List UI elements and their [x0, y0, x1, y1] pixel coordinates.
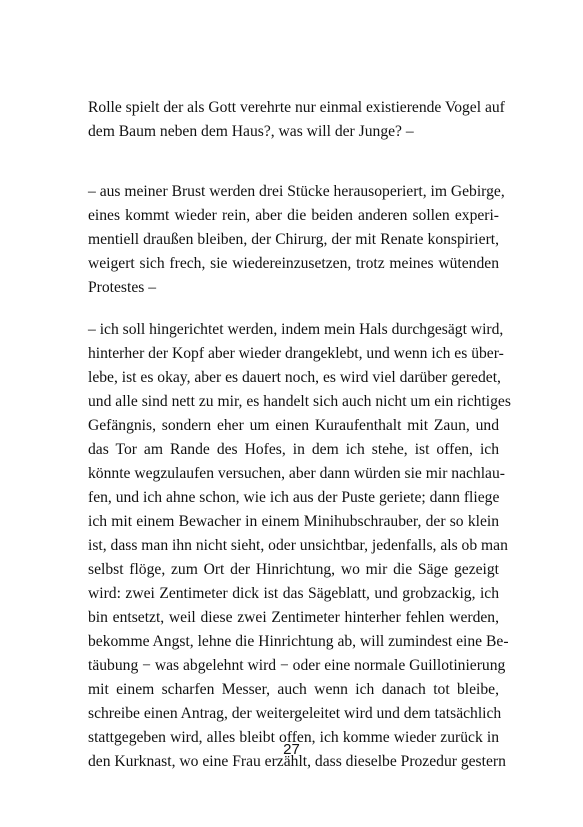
text-line: den Kurknast, wo eine Frau erzählt, dass dieselbe Prozedur gestern [88, 753, 506, 770]
text-line: das Tor am Rande des Hofes, in dem ich stehe, ist offen, ich [88, 441, 499, 458]
text-line: täubung − was abgelehnt wird − oder eine normale Guillotinierung [88, 657, 506, 674]
text-line: schreibe einen Antrag, der weitergeleitet wird und dem tatsächlich [88, 705, 502, 722]
text-line: mit einem scharfen Messer, auch wenn ich danach tot bleibe, [88, 681, 499, 698]
text-line: stattgegeben wird, alles bleibt offen, ich komme wieder zurück in [88, 729, 499, 746]
text-line: bekomme Angst, lehne die Hinrichtung ab, will zumindest eine Be- [88, 633, 509, 650]
text-line: eines kommt wieder rein, aber die beiden anderen sollen experi- [88, 207, 499, 224]
paragraph-2 [88, 180, 505, 300]
text-line: lebe, ist es okay, aber es dauert noch, es wird viel darüber geredet, [88, 369, 501, 386]
text-line: selbst flöge, zum Ort der Hinrichtung, wo mir die Säge gezeigt [88, 561, 499, 578]
text-line: Gefängnis, sondern eher um einen Kuraufenthalt mit Zaun, und [88, 417, 499, 434]
text-line: wird: zwei Zentimeter dick ist das Sägeblatt, und grobzackig, ich [88, 585, 499, 602]
text-line: mentiell draußen bleiben, der Chirurg, der mit Renate konspiriert, [88, 231, 499, 248]
paragraph-1 [88, 96, 505, 144]
text-line: Rolle spielt der als Gott verehrte nur einmal existierende Vogel auf [88, 99, 505, 116]
text-line: – aus meiner Brust werden drei Stücke herausoperiert, im Gebirge, [88, 183, 505, 200]
paragraph-3 [88, 318, 511, 774]
text-line: hinterher der Kopf aber wieder drangeklebt, und wenn ich es über- [88, 345, 504, 362]
text-line: dem Baum neben dem Haus?, was will der Junge? – [88, 123, 414, 140]
text-line: könnte wegzulaufen versuchen, aber dann würden sie mir nachlau- [88, 465, 505, 482]
text-line: ist, dass man ihn nicht sieht, oder unsichtbar, jedenfalls, als ob man [88, 537, 508, 554]
text-line: fen, und ich ahne schon, wie ich aus der Puste geriete; dann fliege [88, 489, 500, 506]
text-line: ich mit einem Bewacher in einem Minihubschrauber, der so klein [88, 513, 499, 530]
text-line: weigert sich frech, sie wiedereinzusetzen, trotz meines wütenden [88, 255, 499, 272]
text-line: und alle sind nett zu mir, es handelt sich auch nicht um ein richtiges [88, 393, 511, 410]
text-line: bin entsetzt, weil diese zwei Zentimeter hinterher fehlen werden, [88, 609, 499, 626]
text-line: Protestes – [88, 279, 157, 296]
page-number: 27 [283, 741, 300, 758]
text-line: – ich soll hingerichtet werden, indem mein Hals durchgesägt wird, [88, 321, 504, 338]
